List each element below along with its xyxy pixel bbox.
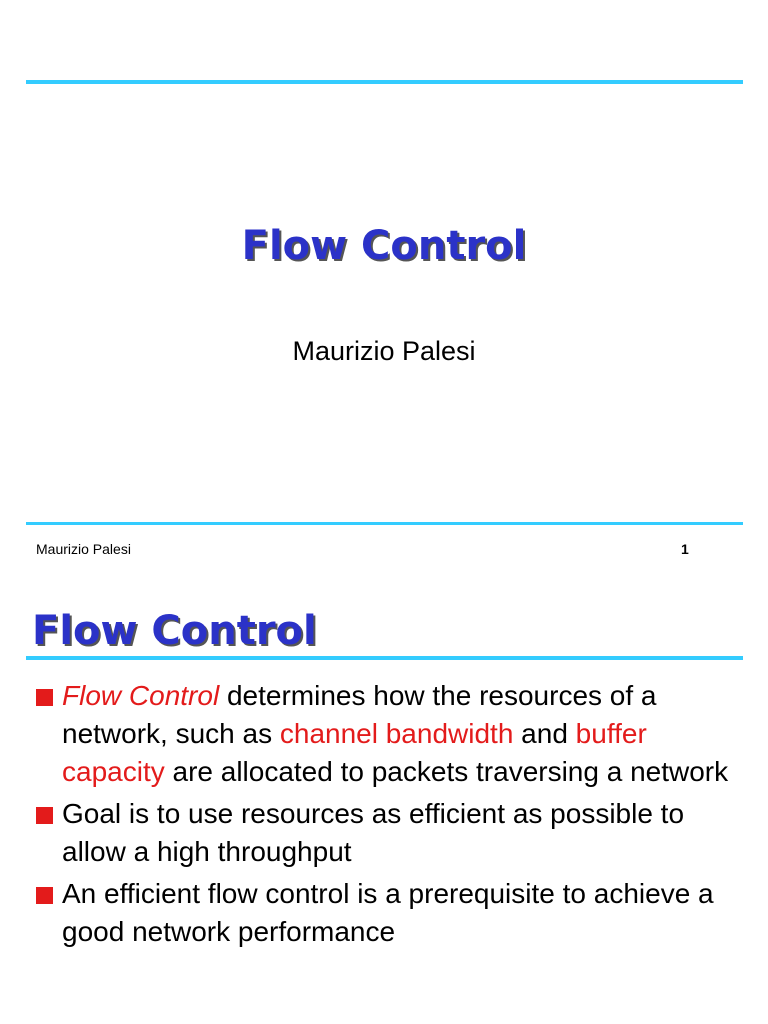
- term-flow-control: Flow Control: [62, 680, 220, 711]
- square-bullet-icon: [36, 689, 53, 706]
- term-channel-bandwidth: channel bandwidth: [279, 718, 514, 749]
- bullet-text: An efficient flow control is a prerequisite to achieve a good network performance: [62, 878, 714, 947]
- bullet-item: [34, 677, 744, 791]
- bullet-text: and: [513, 718, 576, 749]
- bullet-text: determines how the resources of a network, such as: [62, 680, 657, 749]
- bullet-text: are allocated to packets traversing a network: [164, 756, 729, 787]
- term-buffer-capacity: buffer capacity: [62, 718, 647, 787]
- slide-1-title: Flow Control: [241, 223, 527, 269]
- bullet-item: [34, 875, 744, 951]
- top-divider: [26, 80, 743, 84]
- slide-1-author: Maurizio Palesi: [292, 336, 476, 366]
- square-bullet-icon: [36, 807, 53, 824]
- square-bullet-icon: [36, 887, 53, 904]
- slide-2-title: Flow Control: [32, 608, 317, 654]
- footer-author: Maurizio Palesi: [36, 541, 131, 557]
- title-divider: [26, 656, 743, 660]
- footer-divider: [26, 522, 743, 525]
- bullet-list: [34, 677, 744, 955]
- bullet-item: [34, 795, 744, 871]
- footer-page-number: 1: [681, 541, 689, 557]
- bullet-text: Goal is to use resources as efficient as possible to allow a high throughput: [62, 798, 685, 867]
